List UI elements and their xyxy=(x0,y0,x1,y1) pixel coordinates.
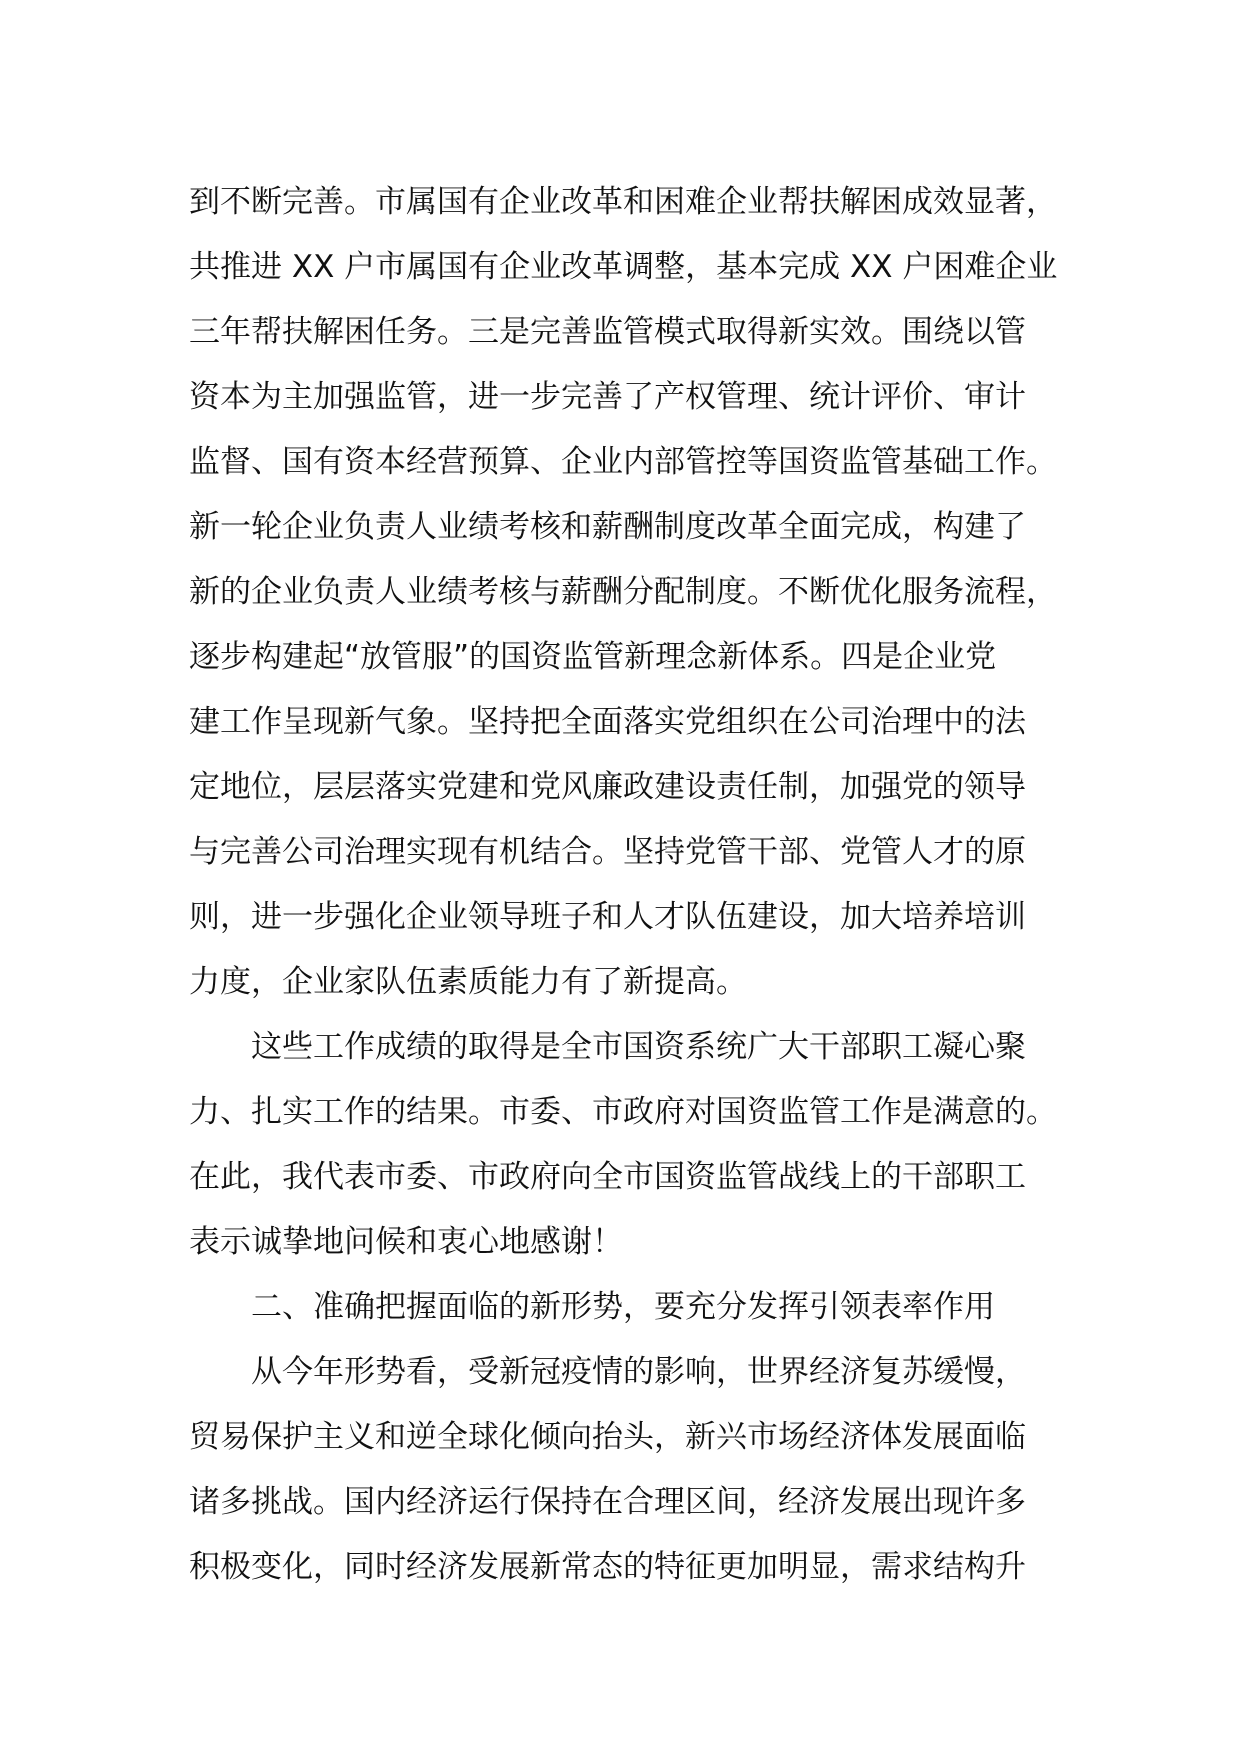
section-heading: 二、准确把握面临的新形势，要充分发挥引领表率作用 xyxy=(251,1289,995,1325)
text-line: 资本为主加强监管，进一步完善了产权管理、统计评价、审计 xyxy=(189,379,1026,415)
text-line: 逐步构建起“放管服”的国资监管新理念新体系。四是企业党 xyxy=(189,639,997,675)
text-line: 则，进一步强化企业领导班子和人才队伍建设，加大培养培训 xyxy=(189,899,1026,935)
text-line: 到不断完善。市属国有企业改革和困难企业帮扶解困成效显著， xyxy=(189,184,1057,220)
paragraph-start-line: 从今年形势看，受新冠疫情的影响，世界经济复苏缓慢， xyxy=(251,1354,1026,1390)
text-line: 表示诚挚地问候和衷心地感谢！ xyxy=(189,1224,623,1260)
text-line: 积极变化，同时经济发展新常态的特征更加明显，需求结构升 xyxy=(189,1549,1026,1585)
text-line: 贸易保护主义和逆全球化倾向抬头，新兴市场经济体发展面临 xyxy=(189,1419,1026,1455)
text-line: 监督、国有资本经营预算、企业内部管控等国资监管基础工作。 xyxy=(189,444,1057,480)
text-line: 新的企业负责人业绩考核与薪酬分配制度。不断优化服务流程， xyxy=(189,574,1057,610)
text-line: 三年帮扶解困任务。三是完善监管模式取得新实效。围绕以管 xyxy=(189,314,1026,350)
text-line: 建工作呈现新气象。坚持把全面落实党组织在公司治理中的法 xyxy=(189,704,1026,740)
text-line: 诸多挑战。国内经济运行保持在合理区间，经济发展出现许多 xyxy=(189,1484,1026,1520)
text-line: 定地位，层层落实党建和党风廉政建设责任制，加强党的领导 xyxy=(189,769,1026,805)
paragraph-start-line: 这些工作成绩的取得是全市国资系统广大干部职工凝心聚 xyxy=(251,1029,1026,1065)
text-line: 共推进 XX 户市属国有企业改革调整，基本完成 XX 户困难企业 xyxy=(189,249,1058,285)
text-line: 与完善公司治理实现有机结合。坚持党管干部、党管人才的原 xyxy=(189,834,1026,870)
text-line: 新一轮企业负责人业绩考核和薪酬制度改革全面完成，构建了 xyxy=(189,509,1026,545)
text-line: 力、扎实工作的结果。市委、市政府对国资监管工作是满意的。 xyxy=(189,1094,1057,1130)
text-line: 力度，企业家队伍素质能力有了新提高。 xyxy=(189,964,747,1000)
text-line: 在此，我代表市委、市政府向全市国资监管战线上的干部职工 xyxy=(189,1159,1026,1195)
